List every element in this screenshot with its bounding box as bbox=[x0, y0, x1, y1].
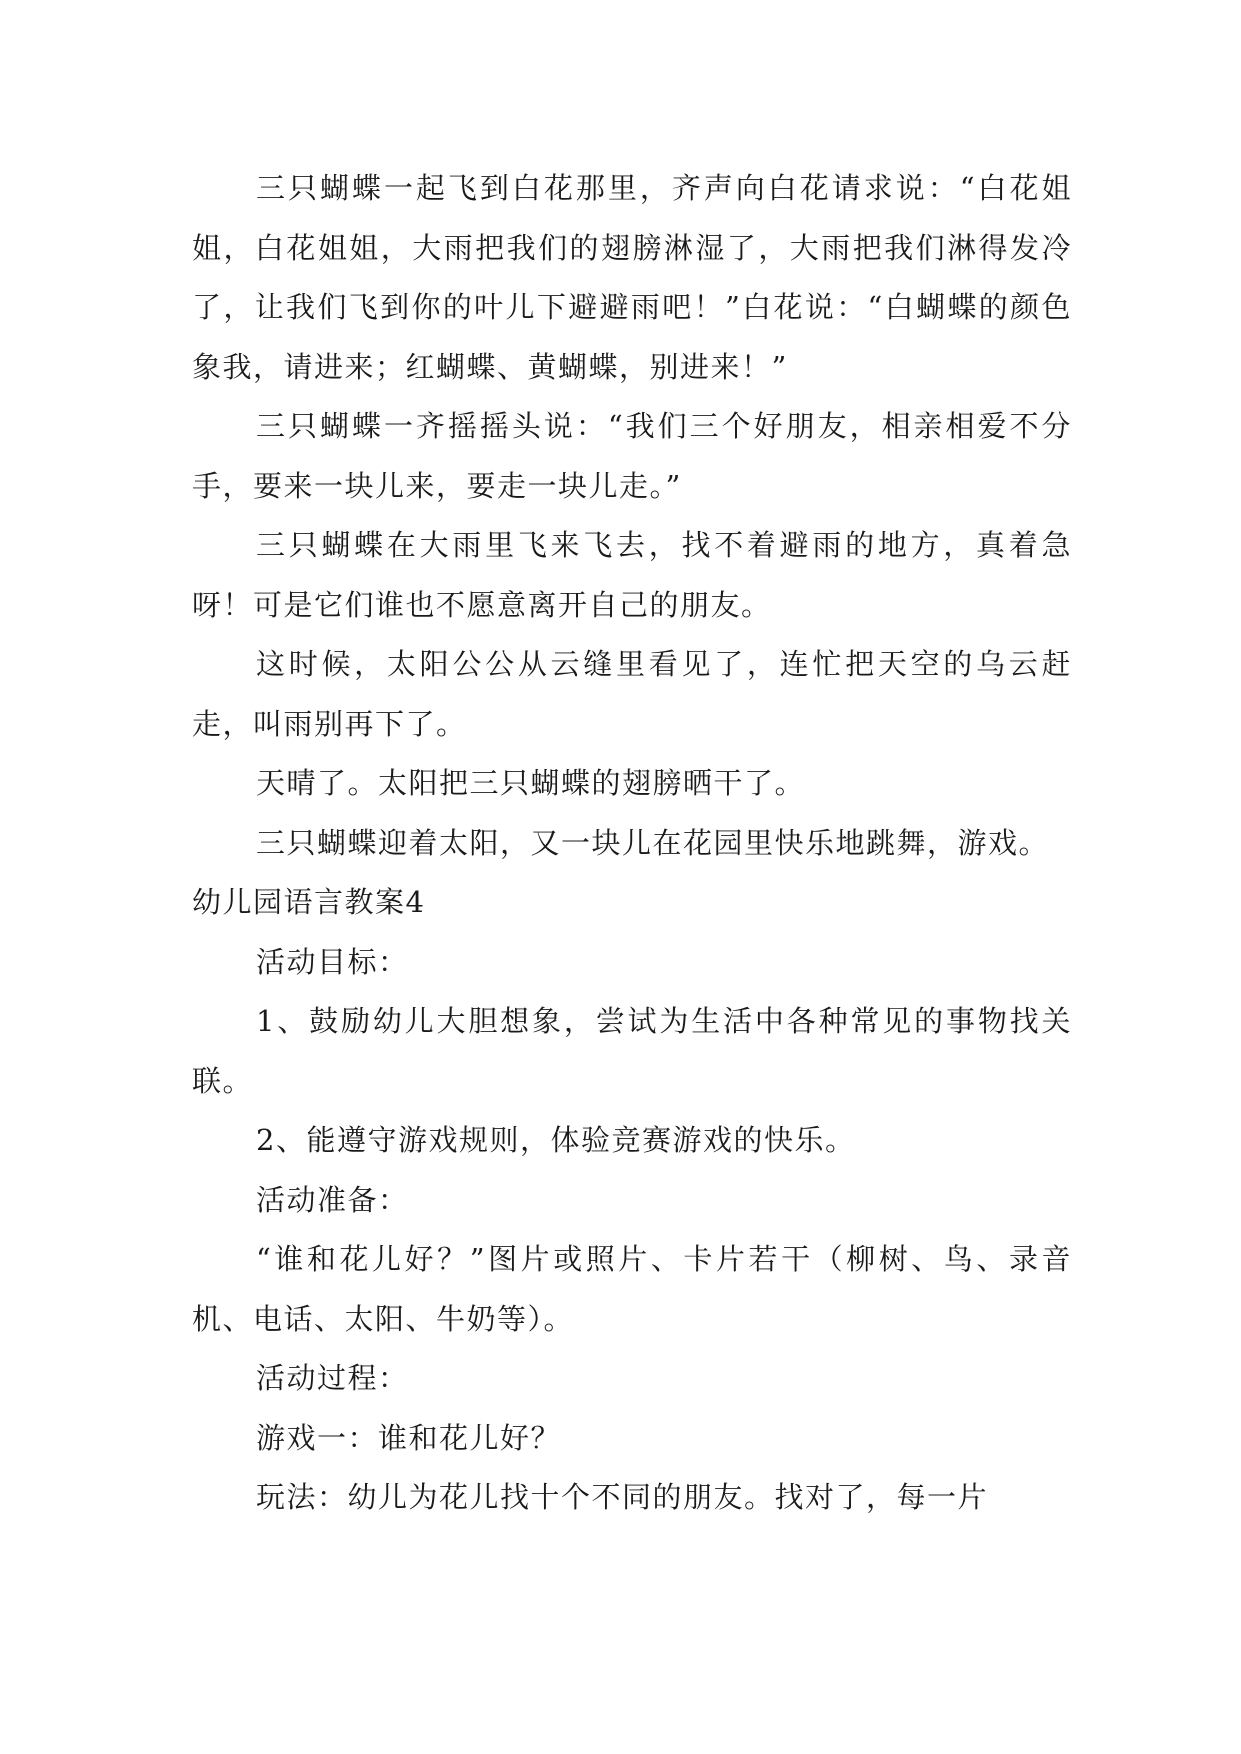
preparation-text: “谁和花儿好？”图片或照片、卡片若干（柳树、鸟、录音机、电话、太阳、牛奶等）。 bbox=[192, 1242, 1072, 1336]
game-rules: 玩法：幼儿为花儿找十个不同的朋友。找对了，每一片 bbox=[256, 1480, 989, 1514]
story-paragraph: 三只蝴蝶在大雨里飞来飞去，找不着避雨的地方，真着急呀！可是它们谁也不愿意离开自己的朋友。 bbox=[192, 528, 1072, 622]
story-paragraph: 三只蝴蝶一起飞到白花那里，齐声向白花请求说：“白花姐姐，白花姐姐，大雨把我们的翅膀淋湿了，大雨把我们淋得发冷了，让我们飞到你的叶儿下避避雨吧！”白花说：“白蝴蝶的颜色象我，请进来；红蝴蝶、黄蝴蝶，别进来！” bbox=[192, 171, 1072, 384]
section-label-preparation: 活动准备： bbox=[256, 1182, 409, 1217]
section-heading: 幼儿园语言教案4 bbox=[192, 885, 426, 919]
game-title: 游戏一：谁和花儿好？ bbox=[256, 1420, 562, 1455]
story-paragraph: 三只蝴蝶迎着太阳，又一块儿在花园里快乐地跳舞，游戏。 bbox=[256, 825, 1050, 860]
section-label-goals: 活动目标： bbox=[256, 944, 409, 979]
goal-item: 2、能遵守游戏规则，体验竞赛游戏的快乐。 bbox=[256, 1123, 856, 1157]
story-paragraph: 天晴了。太阳把三只蝴蝶的翅膀晒干了。 bbox=[256, 766, 806, 800]
goal-item: 1、鼓励幼儿大胆想象，尝试为生活中各种常见的事物找关联。 bbox=[192, 1004, 1072, 1098]
document-body bbox=[192, 159, 1072, 1528]
story-paragraph: 三只蝴蝶一齐摇摇头说：“我们三个好朋友，相亲相爱不分手，要来一块儿来，要走一块儿走。” bbox=[192, 409, 1072, 503]
section-label-process: 活动过程： bbox=[256, 1361, 409, 1395]
story-paragraph: 这时候，太阳公公从云缝里看见了，连忙把天空的乌云赶走，叫雨别再下了。 bbox=[192, 647, 1072, 741]
